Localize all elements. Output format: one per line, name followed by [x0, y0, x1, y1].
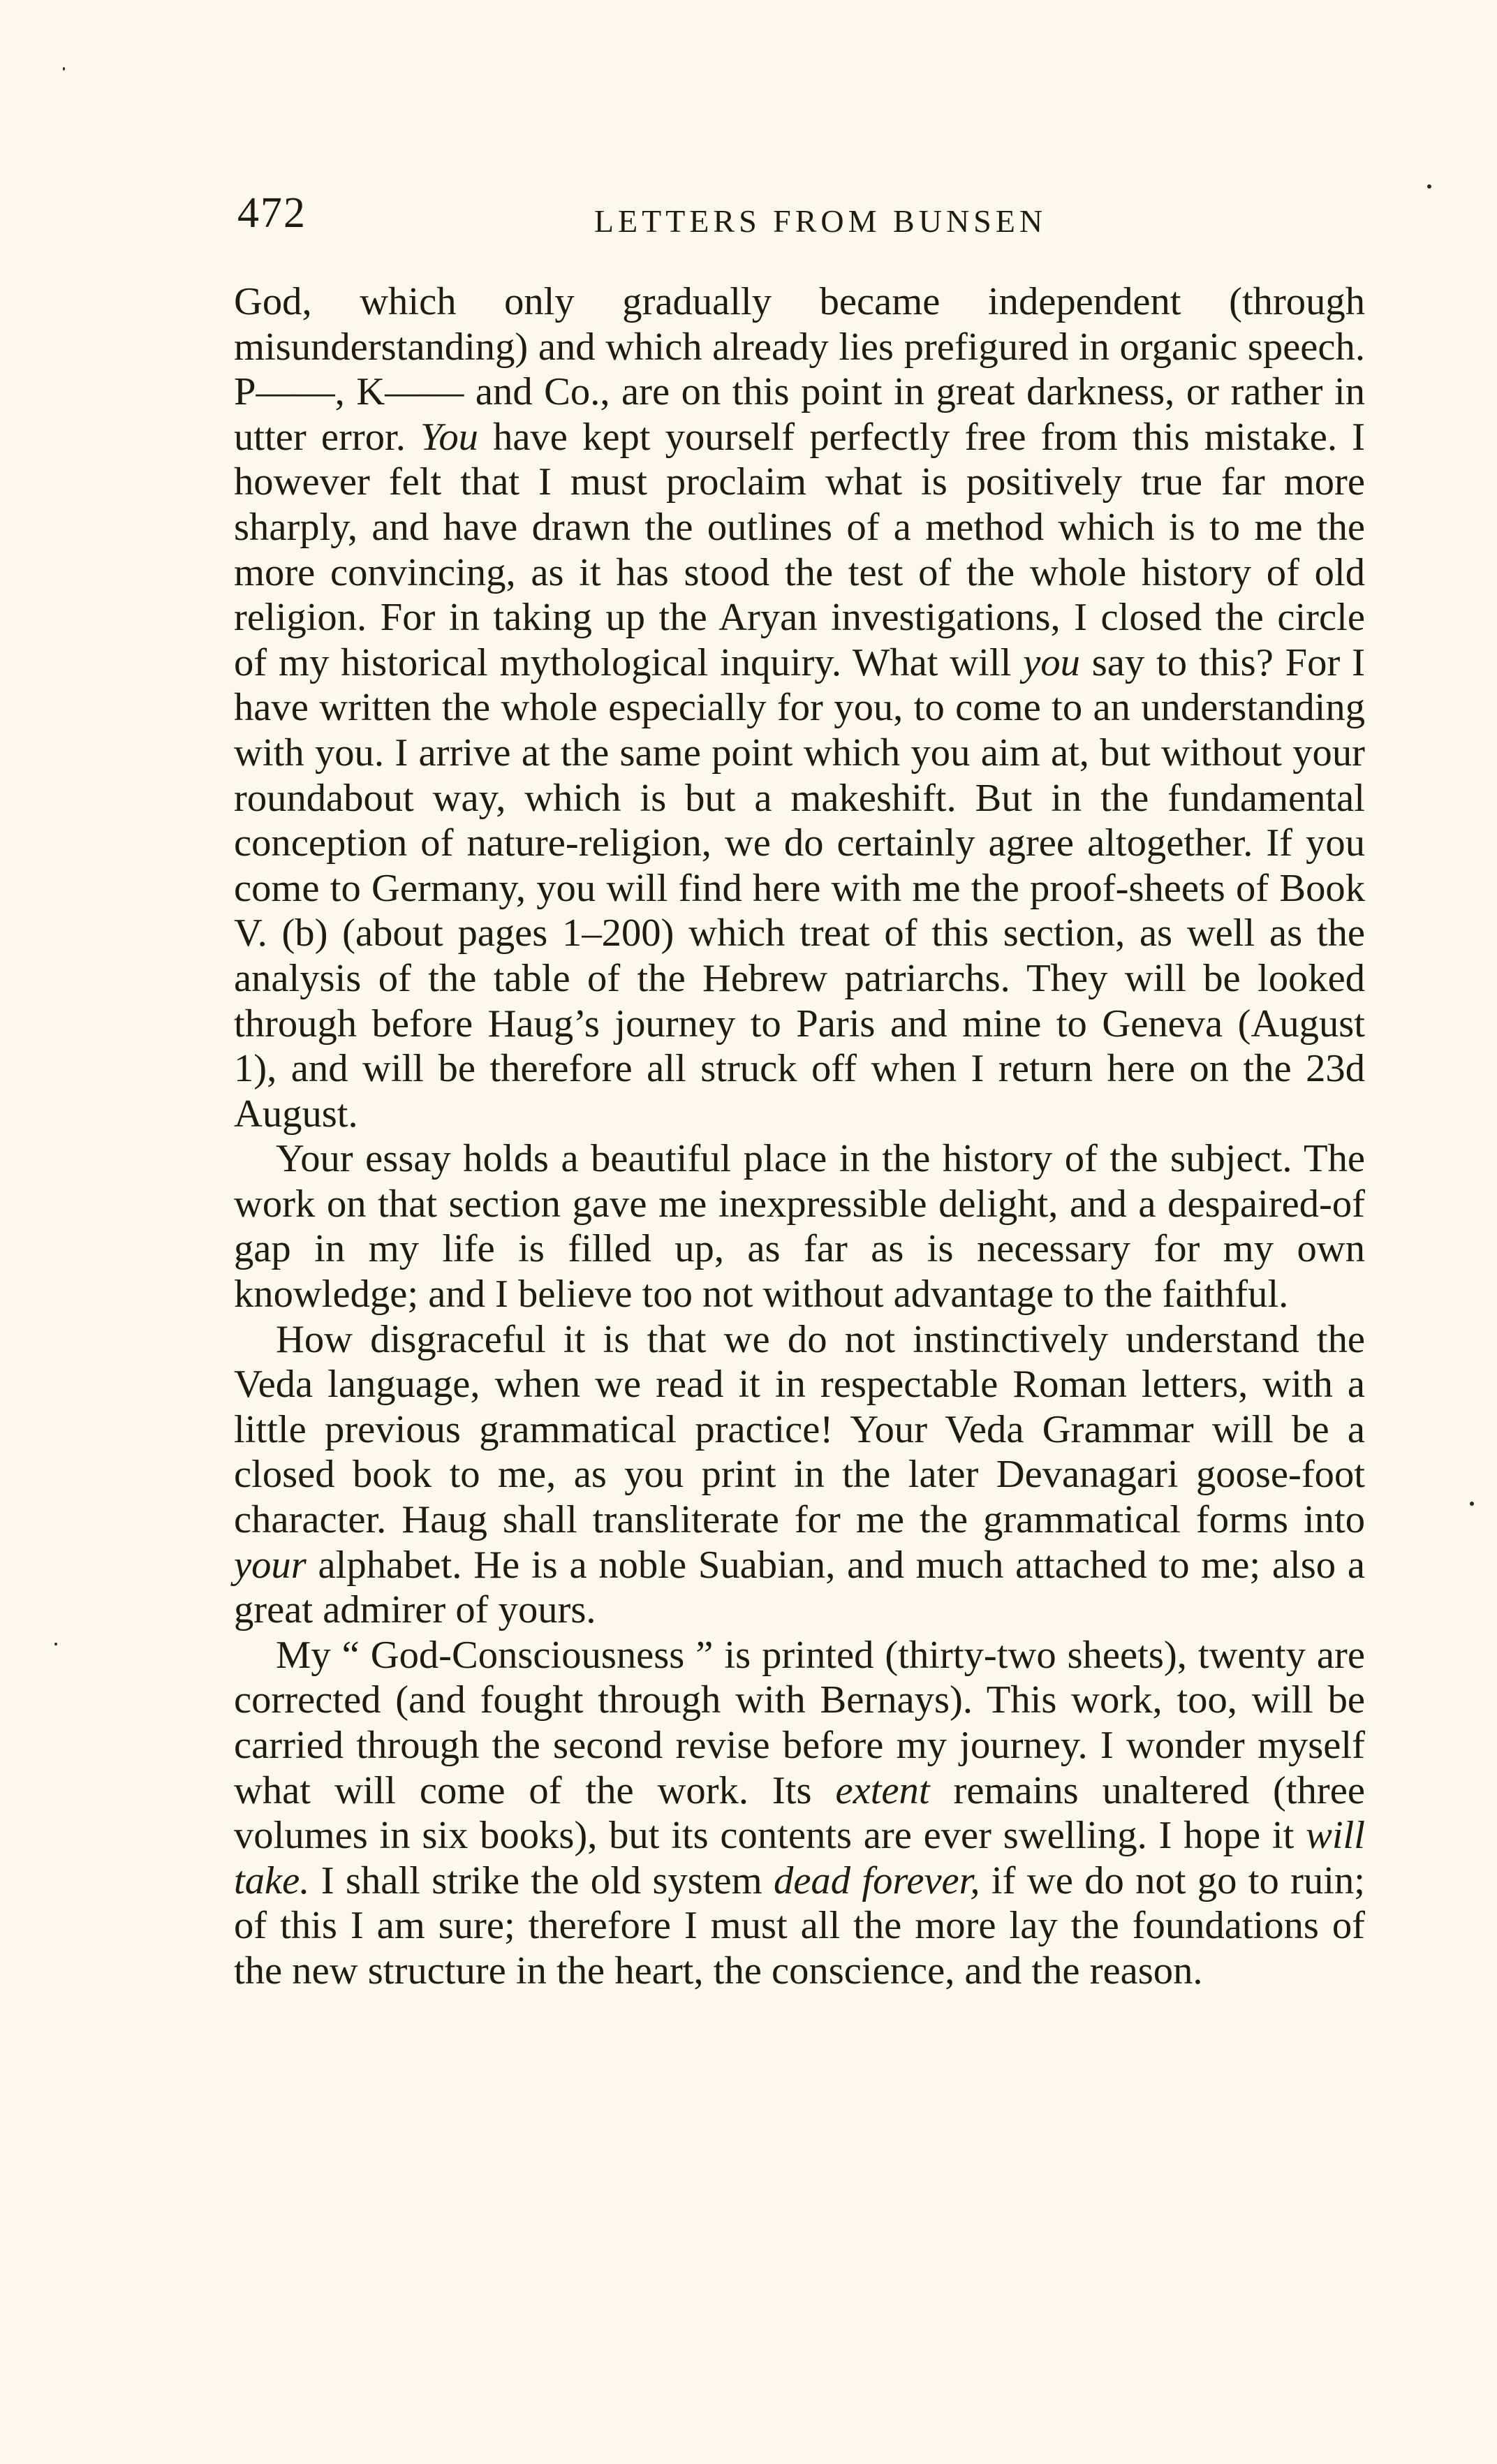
italic-text: you: [1023, 640, 1080, 684]
running-head: LETTERS FROM BUNSEN: [593, 203, 1047, 239]
italic-text: extent: [835, 1768, 930, 1812]
text-run: say to this? For I have written the whole especially for you, to come to an understanding with you. I arrive at the same point which you aim at, but without your roundabout way, which is but a makeshift. But in the fundamental conception of nature-religion, we do certainly agree altogether. If you come to Germany, you will find here with me the proof-sheets of Book V. (b) (about pages 1–200) which treat of this section, as well as the analysis of the table of the Hebrew patriarchs. They will be looked through before Haug’s journey to Paris and mine to Geneva (August 1), and will be therefore all struck off when I return here on the 23d August.: [234, 640, 1365, 1136]
paragraph: [234, 1633, 1365, 1994]
paragraph: [234, 279, 1365, 1136]
scan-speck: [63, 67, 65, 71]
paragraph: [234, 1136, 1365, 1317]
page-number: 472: [237, 189, 307, 237]
text-run: My “ God-Consciousness ” is printed (thirty-two sheets), twenty are corrected (and fought through with Bernays). This work, too, will be carried through the second revise before my journey. I wonder myself what will come of the work. Its: [234, 1633, 1365, 1812]
text-run: Your essay holds a beautiful place in the history of the subject. The work on that section gave me inexpressible delight, and a despaired-of gap in my life is filled up, as far as is necessary for my own knowledge; and I believe too not without advantage to the faithful.: [234, 1137, 1365, 1317]
italic-text: dead forever,: [774, 1858, 980, 1902]
text-run: alphabet. He is a noble Suabian, and much attached to me; also a great admirer of yours.: [234, 1543, 1365, 1632]
text-run: have kept yourself perfectly free from this mistake. I however felt that I must proclaim what is positively true far more sharply, and have drawn the outlines of a method which is to me the more convincing, as it has stood the test of the whole history of old religion. For in taking up the Aryan investigations, I closed the circle of my historical mythological inquiry. What will: [234, 415, 1365, 684]
page-header: [234, 175, 1365, 279]
text-run: if we do not go to ruin; of this I am sure; therefore I must all the more lay the foundations of the new structure in the heart, the conscience, and the reason.: [234, 1858, 1366, 1993]
body-text: [234, 279, 1365, 1994]
scan-speck: [54, 1643, 57, 1645]
paragraph: [234, 1317, 1365, 1633]
text-run: I shall strike the old system: [309, 1858, 774, 1902]
scan-speck: [1470, 1502, 1474, 1506]
italic-text: will take.: [234, 1814, 1365, 1902]
scan-speck: [1427, 184, 1431, 189]
book-page: [234, 175, 1365, 1994]
text-run: How disgraceful it is that we do not instinctively understand the Veda language, when we read it in respectable Roman letters, with a little previous grammatical practice! Your Veda Grammar will be a closed book to me, as you print in the later Devanagari goose-foot character. Haug shall transliterate for me the grammatical forms into: [234, 1317, 1365, 1542]
italic-text: your: [234, 1543, 307, 1587]
italic-text: You: [420, 415, 478, 459]
text-run: remains unaltered (three volumes in six books), but its contents are ever swelling. I hope it: [234, 1768, 1365, 1858]
text-run: God, which only gradually became independent (through misunderstanding) and which already lies prefigured in organic speech. P——, K—— and Co., are on this point in great darkness, or rather in utter error.: [234, 280, 1365, 459]
